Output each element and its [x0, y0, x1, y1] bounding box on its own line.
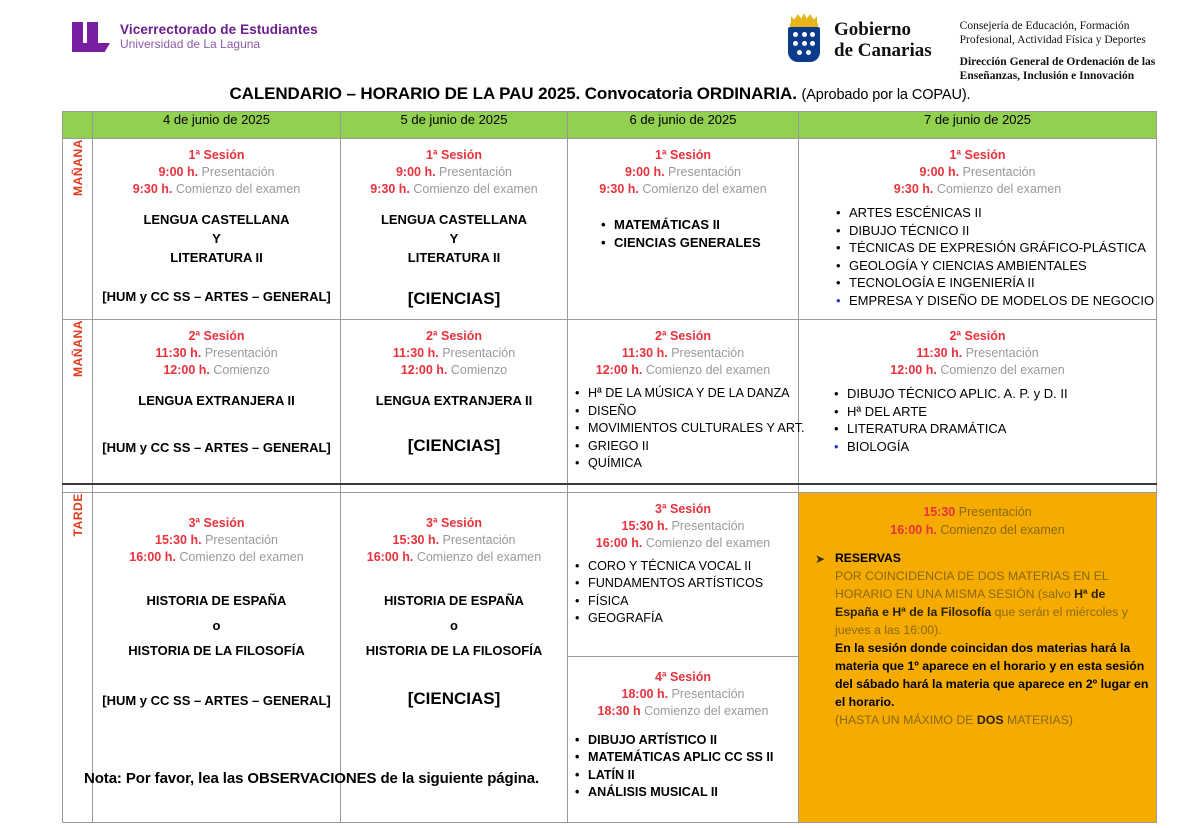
subject-line: HISTORIA DE LA FILOSOFÍA [128, 642, 305, 658]
time-label: Presentación [962, 346, 1039, 360]
reservas-body [805, 549, 1150, 729]
time-value: 11:30 h. [392, 346, 439, 360]
session-time-start [99, 181, 334, 198]
gobierno-logo-text [834, 19, 932, 61]
time-label: Comienzo del examen [933, 182, 1062, 196]
cell-day3-session3 [568, 493, 798, 657]
direccion-line-1: Dirección General de Ordenación de las [959, 56, 1156, 68]
session-title: 3ª Sesión [654, 501, 712, 516]
subject-list-item: • LATÍN II [588, 767, 792, 785]
reservas-paragraph-2: En la sesión donde coincidan dos materias hará la materia que 1º aparece en el horario y en esta sesión del sábado hará la materia que aparece en 2º lugar en el horario. [835, 640, 1149, 709]
row-label-text: MAÑANA [70, 139, 85, 196]
time-value: 12:00 h. [595, 363, 643, 377]
time-value: 9:30 h. [599, 182, 639, 196]
time-value: 9:00 h. [919, 165, 960, 179]
time-label: Comienzo del examen [172, 182, 301, 196]
reservas-time-start [805, 521, 1150, 539]
page-title [0, 84, 1200, 104]
session-title: 2ª Sesión [425, 329, 483, 343]
subject-list [574, 558, 792, 628]
subject-list-item: • DIBUJO TÉCNICO APLIC. A. P. y D. II [847, 385, 1150, 403]
ull-logo-subtitle: Universidad de La Laguna [120, 37, 261, 51]
time-label: Comienzo del examen [642, 363, 771, 377]
time-label: Comienzo del examen [638, 182, 767, 196]
cell-day1-session2 [93, 320, 341, 484]
subject-list [805, 204, 1155, 309]
session-title: 2ª Sesión [654, 329, 712, 343]
subject-line: Y [212, 231, 221, 246]
cell-day2-session2 [341, 320, 568, 484]
time-label: Presentación [438, 346, 516, 360]
time-label: Comienzo del examen [413, 549, 542, 564]
time-value: 16:00 h. [595, 535, 643, 550]
subject-block [99, 210, 334, 267]
subject-list-item: • GEOLOGÍA Y CIENCIAS AMBIENTALES [849, 257, 1150, 275]
divider-cell [799, 484, 1157, 493]
time-value: 16:00 h. [366, 549, 414, 564]
column-header-day-1: 4 de junio de 2025 [93, 112, 341, 139]
time-label: Comienzo del examen [936, 363, 1065, 377]
time-value: 12:00 h. [400, 363, 448, 377]
reservas-time-presentation [805, 503, 1150, 521]
divider-cell [568, 484, 799, 493]
subject-list-item: • TECNOLOGÍA E INGENIERÍA II [849, 274, 1150, 292]
row-label-manana-2 [63, 320, 93, 484]
modality-bracket: [CIENCIAS] [407, 688, 501, 708]
session-time-start [347, 362, 561, 379]
page-title-approved: (Aprobado por la COPAU). [801, 87, 971, 103]
subject-list-item: • ARTES ESCÉNICAS II [849, 204, 1150, 222]
time-label: Comienzo del examen [409, 182, 538, 196]
cell-day3-tarde [568, 492, 799, 822]
subject-line: LENGUA CASTELLANA [143, 212, 290, 227]
time-label: Presentación [668, 686, 745, 701]
subject-list-item: • DIBUJO ARTÍSTICO II [588, 732, 792, 750]
cell-day4-session2 [799, 320, 1157, 484]
time-value: 18:30 h [597, 703, 641, 718]
subject-list-item: • TÉCNICAS DE EXPRESIÓN GRÁFICO-PLÁSTICA [849, 239, 1150, 257]
row-label-text: MAÑANA [70, 320, 85, 377]
session-time-presentation [99, 345, 334, 362]
subject-list-item: • DISEÑO [588, 403, 792, 421]
time-label: Presentación [959, 165, 1036, 179]
time-label: Comienzo del examen [640, 703, 769, 718]
subject-list-item: • LITERATURA DRAMÁTICA [847, 420, 1150, 438]
subject-list-item: • MOVIMIENTOS CULTURALES Y ART. [588, 420, 792, 438]
divider-cell [341, 484, 568, 493]
subject-line: LITERATURA II [407, 250, 501, 265]
session-title: 1ª Sesión [654, 148, 712, 162]
gobierno-logo-line2: de Canarias [834, 40, 932, 61]
column-header-day-4: 7 de junio de 2025 [799, 112, 1157, 139]
subject-list-item: • GRIEGO II [588, 438, 792, 456]
session-time-start [99, 362, 334, 379]
session-time-start [574, 362, 792, 379]
subject-line: LENGUA EXTRANJERA II [138, 393, 295, 408]
session-title: 4ª Sesión [654, 669, 712, 684]
session-time-presentation [99, 164, 334, 181]
session-time-start [347, 549, 561, 566]
session-title: 3ª Sesión [188, 515, 245, 530]
time-label: Comienzo [209, 363, 270, 377]
subject-line: o [450, 617, 458, 633]
session-time-presentation [574, 164, 792, 181]
subject-list [574, 732, 792, 802]
ull-logo-mark-icon [72, 22, 110, 52]
gobierno-logo-line1: Gobierno [834, 19, 912, 40]
session-time-presentation [805, 164, 1150, 181]
time-value: 11:30 h. [621, 346, 668, 360]
subject-list-item: • QUÍMICA [588, 455, 792, 473]
session-title: 2ª Sesión [188, 329, 245, 343]
session-time-start [574, 181, 792, 198]
subject-list [805, 385, 1150, 455]
time-value: 9:30 h. [893, 182, 934, 196]
column-header-day-2: 5 de junio de 2025 [341, 112, 568, 139]
session-time-start [805, 181, 1150, 198]
subject-list-item: • DIBUJO TÉCNICO II [849, 222, 1150, 240]
reservas-p1-b: Hª de España e Hª de la Filosofía [835, 586, 1106, 619]
consejeria-line-2: Profesional, Actividad Física y Deportes [959, 33, 1146, 46]
session-title: 2ª Sesión [949, 329, 1006, 343]
session-time-presentation [347, 532, 561, 549]
subject-list-item: • ANÁLISIS MUSICAL II [588, 784, 792, 802]
session-time-presentation [574, 345, 792, 362]
subject-line: LITERATURA II [170, 250, 263, 265]
subject-line: LENGUA CASTELLANA [380, 212, 528, 227]
direccion-line-2: Enseñanzas, Inclusión e Innovación [959, 69, 1135, 82]
subject-line: HISTORIA DE LA FILOSOFÍA [365, 642, 543, 658]
table-row [63, 139, 1157, 320]
column-header-day-3: 6 de junio de 2025 [568, 112, 799, 139]
subject-block [99, 588, 334, 663]
time-label: Comienzo del examen [642, 535, 771, 550]
footer-note: Nota: Por favor, lea las OBSERVACIONES de la siguiente página. [84, 770, 540, 787]
time-label: Comienzo [447, 363, 508, 377]
cell-day2-session1 [341, 139, 568, 320]
time-value: 15:30 h. [392, 532, 440, 547]
session-time-start [574, 703, 792, 720]
session-time-presentation [99, 532, 334, 549]
time-value: 9:00 h. [395, 165, 436, 179]
reservas-p3-a: (HASTA UN MÁXIMO DE [835, 712, 977, 727]
canary-islands-shield-icon [782, 12, 826, 62]
table-row [63, 320, 1157, 484]
session-time-presentation [347, 164, 561, 181]
cell-day1-session1 [93, 139, 341, 320]
ull-logo [72, 22, 318, 52]
cell-day4-reservas [799, 492, 1157, 822]
session-title: 1ª Sesión [425, 148, 483, 162]
section-divider [63, 484, 1157, 493]
subject-line: HISTORIA DE ESPAÑA [146, 592, 287, 608]
subject-line: o [212, 617, 221, 633]
time-value: 15:30 h. [155, 532, 202, 547]
time-value: 15:30 [923, 504, 956, 519]
session-title: 1ª Sesión [949, 148, 1006, 162]
calendar-table-wrapper [62, 111, 1156, 823]
subject-list-item: • GEOGRAFÍA [588, 610, 792, 628]
time-label: Presentación [667, 346, 745, 360]
subject-block [99, 391, 334, 410]
page-header [0, 0, 1200, 82]
time-value: 16:00 h. [129, 549, 176, 564]
ull-logo-title: Vicerrectorado de Estudiantes [120, 22, 318, 37]
gobierno-de-canarias-logo [782, 12, 1155, 83]
time-value: 15:30 h. [621, 518, 669, 533]
row-label-manana-1 [63, 139, 93, 320]
subject-list-item: • MATEMÁTICAS II [614, 216, 792, 234]
time-label: Presentación [668, 518, 745, 533]
subject-block [347, 391, 561, 410]
subject-list-item: • Hª DEL ARTE [847, 403, 1150, 421]
reservas-p3-b: DOS [976, 712, 1004, 727]
modality-bracket: [CIENCIAS] [407, 289, 501, 308]
time-label: Presentación [435, 165, 513, 179]
time-value: 12:00 h. [890, 363, 937, 377]
time-value: 9:30 h. [370, 182, 410, 196]
time-label: Presentación [439, 532, 516, 547]
subject-list-item: • FUNDAMENTOS ARTÍSTICOS [588, 575, 792, 593]
modality-bracket: [HUM y CC SS – ARTES – GENERAL] [102, 289, 331, 304]
time-value: 11:30 h. [155, 346, 202, 360]
time-label: Presentación [664, 165, 742, 179]
table-header-row [63, 112, 1157, 139]
session-time-start [99, 549, 334, 566]
time-value: 9:30 h. [132, 182, 173, 196]
subject-line: Y [449, 231, 459, 246]
time-value: 12:00 h. [163, 363, 210, 377]
arrow-bullet-icon: ➤ [815, 551, 826, 566]
subject-block [347, 588, 561, 663]
reservas-p1-c: que serán el miércoles y jueves a las 16:00). [835, 604, 1128, 637]
session-time-presentation [347, 345, 561, 362]
cell-day4-session1 [799, 139, 1157, 320]
session-title: 1ª Sesión [188, 148, 245, 162]
subject-line: HISTORIA DE ESPAÑA [384, 592, 524, 608]
calendar-table [62, 111, 1157, 823]
subject-list-item: • FÍSICA [588, 593, 792, 611]
session-time-presentation [805, 345, 1150, 362]
time-value: 16:00 h. [890, 522, 937, 537]
subject-list [574, 385, 805, 473]
session-time-start [805, 362, 1150, 379]
page-title-main: CALENDARIO – HORARIO DE LA PAU 2025. Convocatoria ORDINARIA. [229, 84, 797, 103]
time-value: 18:00 h. [621, 686, 669, 701]
consejeria-line-1: Consejería de Educación, Formación [959, 20, 1130, 32]
modality-bracket: [HUM y CC SS – ARTES – GENERAL] [102, 692, 331, 708]
time-value: 9:00 h. [624, 165, 665, 179]
reservas-p1-a: POR COINCIDENCIA DE DOS MATERIAS EN EL HORARIO EN UNA MISMA SESIÓN (salvo [835, 568, 1109, 601]
subject-list-item: • CIENCIAS GENERALES [614, 234, 792, 252]
time-label: Comienzo del examen [175, 549, 304, 564]
modality-bracket: [HUM y CC SS – ARTES – GENERAL] [102, 440, 331, 455]
time-label: Presentación [201, 346, 278, 360]
time-label: Presentación [198, 165, 275, 179]
session-title: 3ª Sesión [425, 515, 483, 530]
subject-list-item: • MATEMÁTICAS APLIC CC SS II [588, 749, 792, 767]
subject-list-item: • EMPRESA Y DISEÑO DE MODELOS DE NEGOCIO [849, 292, 1150, 310]
divider-cell [93, 484, 341, 493]
subject-list [574, 216, 792, 251]
divider-cell [63, 484, 93, 493]
session-time-start [347, 181, 561, 198]
reservas-paragraph-3 [835, 711, 1150, 729]
cell-day3-session4 [568, 656, 798, 822]
modality-bracket: [CIENCIAS] [407, 436, 501, 455]
cell-day3-session2 [568, 320, 805, 484]
time-value: 11:30 h. [916, 346, 963, 360]
header-corner-blank [63, 112, 93, 139]
time-label: Comienzo del examen [936, 522, 1065, 537]
subject-block [347, 210, 561, 267]
cell-day3-session1 [568, 139, 799, 320]
session-time-start [574, 535, 792, 552]
department-text [960, 20, 1156, 83]
session-time-presentation [574, 518, 792, 535]
row-label-text: TARDE [70, 492, 85, 536]
time-value: 9:00 h. [158, 165, 199, 179]
reservas-p3-c: MATERIAS) [1003, 712, 1074, 727]
reservas-title: RESERVAS [835, 550, 901, 565]
subject-list-item: • CORO Y TÉCNICA VOCAL II [588, 558, 792, 576]
session-time-presentation [574, 686, 792, 703]
subject-list-item: • BIOLOGÍA [847, 438, 1150, 456]
time-label: Presentación [955, 504, 1032, 519]
subject-list-item: • Hª DE LA MÚSICA Y DE LA DANZA [588, 385, 792, 403]
subject-line: LENGUA EXTRANJERA II [375, 393, 533, 408]
time-label: Presentación [201, 532, 278, 547]
reservas-paragraph-1 [835, 567, 1150, 639]
